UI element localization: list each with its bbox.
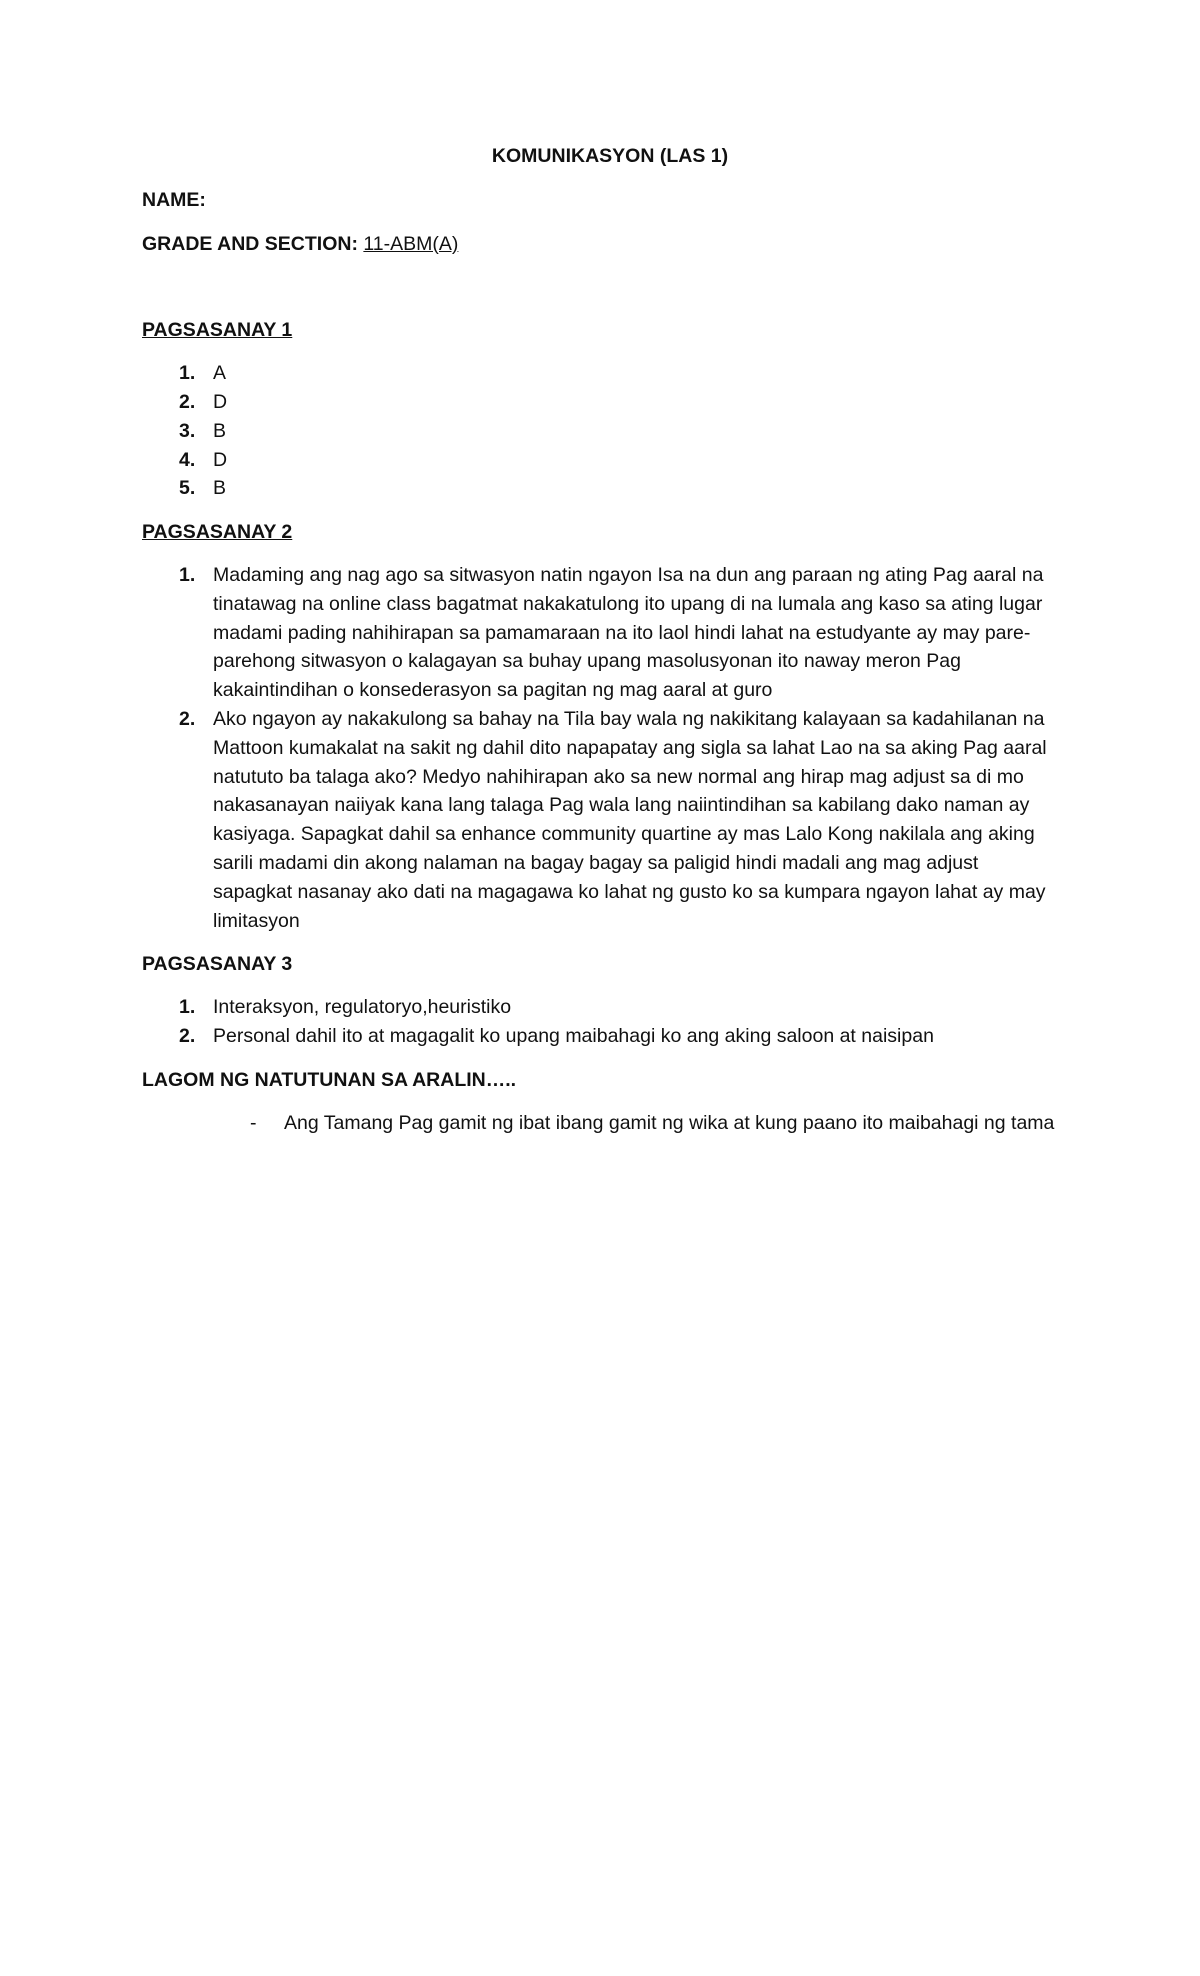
item-text: Madaming ang nag ago sa sitwasyon natin ngayon Isa na dun ang paraan ng ating Pag aaral na tinatawag na online class bagatmat nakakatulong ito upang di na lumala ang kaso sa ating lugar madami pading nahihirapan sa pamamaraan na ito laol hindi lahat na estudyante ay may pare-parehong sitwasyon o kalagayan sa buhay upang masolusyonan ito naway meron Pag kakaintindihan o konsederasyon sa pagitan ng mag aaral at guro [213, 563, 1044, 702]
lagom-list [142, 1109, 1060, 1138]
item-number: 1. [179, 996, 196, 1019]
document-title: KOMUNIKASYON (LAS 1) [491, 145, 729, 167]
spacer [142, 273, 1060, 316]
item-text: D [213, 448, 228, 471]
item-text: Ang Tamang Pag gamit ng ibat ibang gamit ng wika at kung paano ito maibahagi ng tama [284, 1111, 1055, 1134]
item-text: D [213, 390, 228, 413]
name-label: NAME: [142, 188, 206, 211]
grade-section-field [142, 230, 1060, 259]
item-text: B [213, 419, 227, 442]
item-number: 2. [179, 1024, 196, 1047]
item-text: Interaksyon, regulatoryo,heuristiko [213, 996, 512, 1019]
list-item [142, 446, 1060, 475]
grade-section-label: GRADE AND SECTION: [142, 232, 358, 255]
list-item [142, 993, 1060, 1022]
item-number: 3. [179, 419, 196, 442]
pagsasanay-3-list [142, 993, 1060, 1051]
item-text: Personal dahil ito at magagalit ko upang maibahagi ko ang aking saloon at naisipan [213, 1024, 934, 1047]
item-number: 2. [179, 390, 196, 413]
grade-section-value: 11-ABM(A) [363, 232, 459, 255]
list-item [142, 359, 1060, 388]
item-number: 1. [179, 563, 196, 586]
name-field [142, 186, 1060, 215]
item-text: Ako ngayon ay nakakulong sa bahay na Tila bay wala ng nakikitang kalayaan sa kadahilanan na Mattoon kumakalat na sakit ng dahil dito napapatay ang sigla sa lahat Lao na sa aking Pag aaral natututo ba talaga ako? Medyo nahihirapan ako sa new normal ang hirap mag adjust sa di mo nakasanayan naiiyak kana lang talaga Pag wala lang naiintindihan sa kabilang dako naman ay kasiyaga. Sapagkat dahil sa enhance community quartine ay mas Lalo Kong nakilala ang aking sarili madami din akong nalaman na bagay bagay sa paligid hindi madali ang mag adjust sapagkat nasanay ako dati na magagawa ko lahat ng gusto ko sa kumpara ngayon lahat ay may limitasyon [213, 707, 1047, 932]
list-item [142, 561, 1060, 705]
list-item [142, 705, 1060, 935]
pagsasanay-2-heading: PAGSASANAY 2 [142, 521, 293, 544]
lagom-heading: LAGOM NG NATUTUNAN SA ARALIN….. [142, 1068, 517, 1091]
pagsasanay-2-list [142, 561, 1060, 935]
dash-bullet: - [250, 1111, 257, 1134]
list-item [142, 388, 1060, 417]
pagsasanay-3-heading: PAGSASANAY 3 [142, 953, 293, 976]
list-item [142, 1022, 1060, 1051]
item-number: 2. [179, 707, 196, 730]
list-item [142, 474, 1060, 503]
item-number: 4. [179, 448, 196, 471]
pagsasanay-1-list [142, 359, 1060, 503]
list-item [142, 417, 1060, 446]
pagsasanay-1-heading: PAGSASANAY 1 [142, 319, 293, 342]
item-text: B [213, 477, 227, 500]
item-number: 1. [179, 362, 196, 385]
item-text: A [213, 362, 227, 385]
item-number: 5. [179, 477, 196, 500]
list-item [142, 1109, 1060, 1138]
